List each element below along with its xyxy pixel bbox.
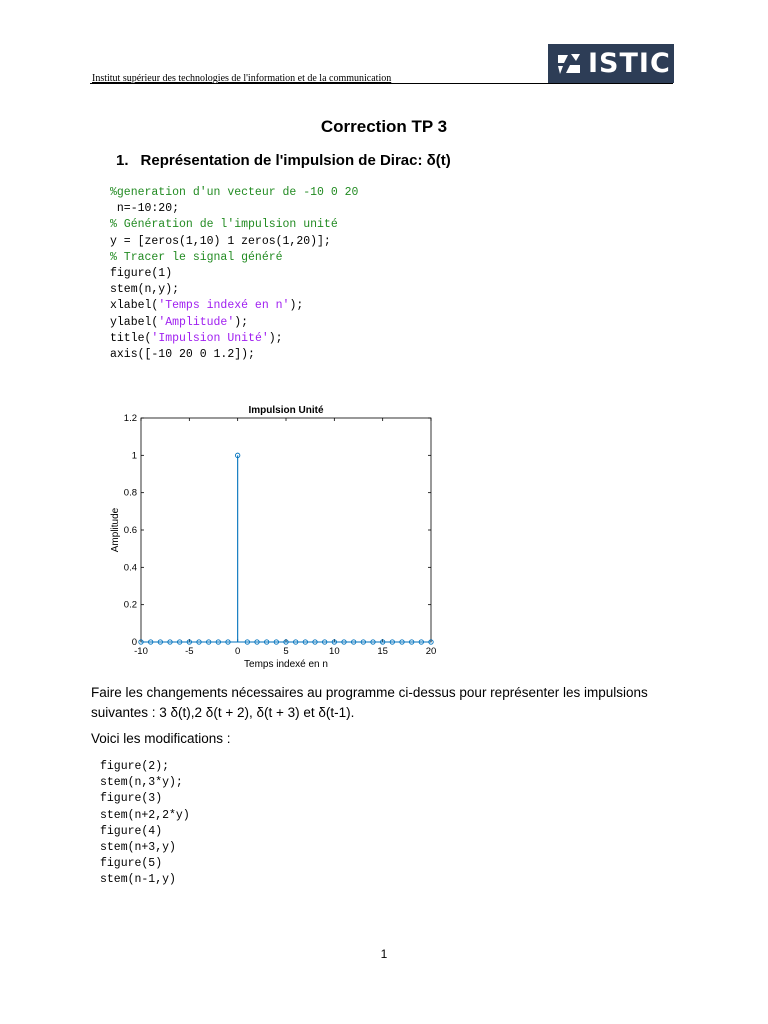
code-line	[110, 267, 172, 280]
y-tick-label: 0	[131, 637, 137, 648]
x-tick-label: 20	[425, 646, 437, 657]
code-line	[110, 251, 283, 264]
x-tick-label: 5	[283, 646, 289, 657]
header-rule	[90, 83, 673, 84]
x-tick-label: -5	[185, 646, 194, 657]
code-text: y = [zeros(1,10) 1 zeros(1,20)];	[110, 234, 331, 248]
code-text: ylabel(	[110, 315, 159, 329]
code-line	[110, 332, 283, 345]
code-line	[110, 299, 303, 312]
code-text: title(	[110, 331, 152, 345]
exercise-paragraph: Faire les changements nécessaires au programme ci-dessus pour représenter les impulsions suivantes : 3 δ(t),2 δ(t + 2), δ(t + 3) et δ(t-1).	[91, 685, 648, 720]
x-axis-label: Temps indexé en n	[244, 659, 328, 670]
code-line	[110, 218, 338, 231]
y-tick-label: 0.2	[123, 599, 137, 611]
code-line: stem(n,3*y);	[100, 776, 183, 790]
code-line: figure(4)	[100, 824, 163, 838]
y-tick-label: 1	[131, 450, 137, 462]
code-comment: %generation d'un vecteur de -10 0 20	[110, 186, 359, 199]
page-title: Correction TP 3	[320, 117, 448, 136]
code-line	[110, 186, 358, 199]
page-number: 1	[380, 947, 388, 961]
institute-name: Institut supérieur des technologies de l'information et de la communication	[92, 73, 392, 84]
y-tick-label: 0.8	[123, 487, 137, 499]
x-tick-label: 10	[329, 646, 340, 657]
code-text: );	[268, 331, 283, 345]
section-title: Représentation de l'impulsion de Dirac: δ(t)	[140, 152, 451, 169]
code-text: n=-10:20;	[110, 202, 180, 216]
code-text: axis([-10 20 0 1.2]);	[110, 348, 255, 362]
code-string: 'Temps indexé en n'	[158, 299, 290, 313]
code-text: stem(n,y);	[110, 283, 180, 297]
y-axis-label: Amplitude	[110, 507, 121, 553]
code-comment: % Tracer le signal généré	[110, 250, 283, 264]
code-string: 'Impulsion Unité'	[151, 331, 269, 345]
code-line: figure(5)	[100, 857, 163, 871]
code-string: 'Amplitude'	[158, 315, 235, 329]
istic-logo-icon	[554, 49, 584, 79]
code-line	[110, 283, 179, 296]
plot-frame	[141, 418, 431, 642]
matlab-code-block	[110, 185, 358, 363]
section-number: 1.	[116, 152, 129, 169]
code-text: xlabel(	[110, 299, 159, 313]
y-tick-label: 0.6	[123, 525, 137, 536]
code-line: figure(2);	[100, 760, 170, 773]
chart-title: Impulsion Unité	[248, 405, 324, 416]
section-heading	[116, 152, 451, 169]
istic-logo	[548, 44, 674, 83]
y-tick-label: 0.4	[123, 562, 137, 574]
code-text: );	[289, 299, 304, 313]
code-line: stem(n-1,y)	[100, 873, 176, 887]
x-tick-label: 15	[377, 646, 388, 657]
code-line	[110, 235, 331, 248]
logo-text: ISTIC	[588, 48, 671, 79]
code-text: );	[234, 315, 249, 329]
code-line	[110, 202, 179, 215]
x-tick-label: -10	[134, 646, 148, 657]
code-line	[110, 316, 248, 329]
x-tick-label: 0	[235, 646, 241, 657]
code-line: stem(n+2,2*y)	[100, 808, 190, 822]
stem-chart	[100, 400, 450, 675]
code-line: figure(3)	[100, 792, 163, 806]
modifications-intro: Voici les modifications :	[91, 731, 231, 746]
modifications-code-block	[100, 759, 190, 889]
code-line: stem(n+3,y)	[100, 841, 176, 855]
code-line	[110, 348, 255, 361]
y-tick-label: 1.2	[123, 413, 137, 424]
code-text: figure(1)	[110, 267, 173, 281]
code-comment: % Génération de l'impulsion unité	[110, 218, 338, 232]
